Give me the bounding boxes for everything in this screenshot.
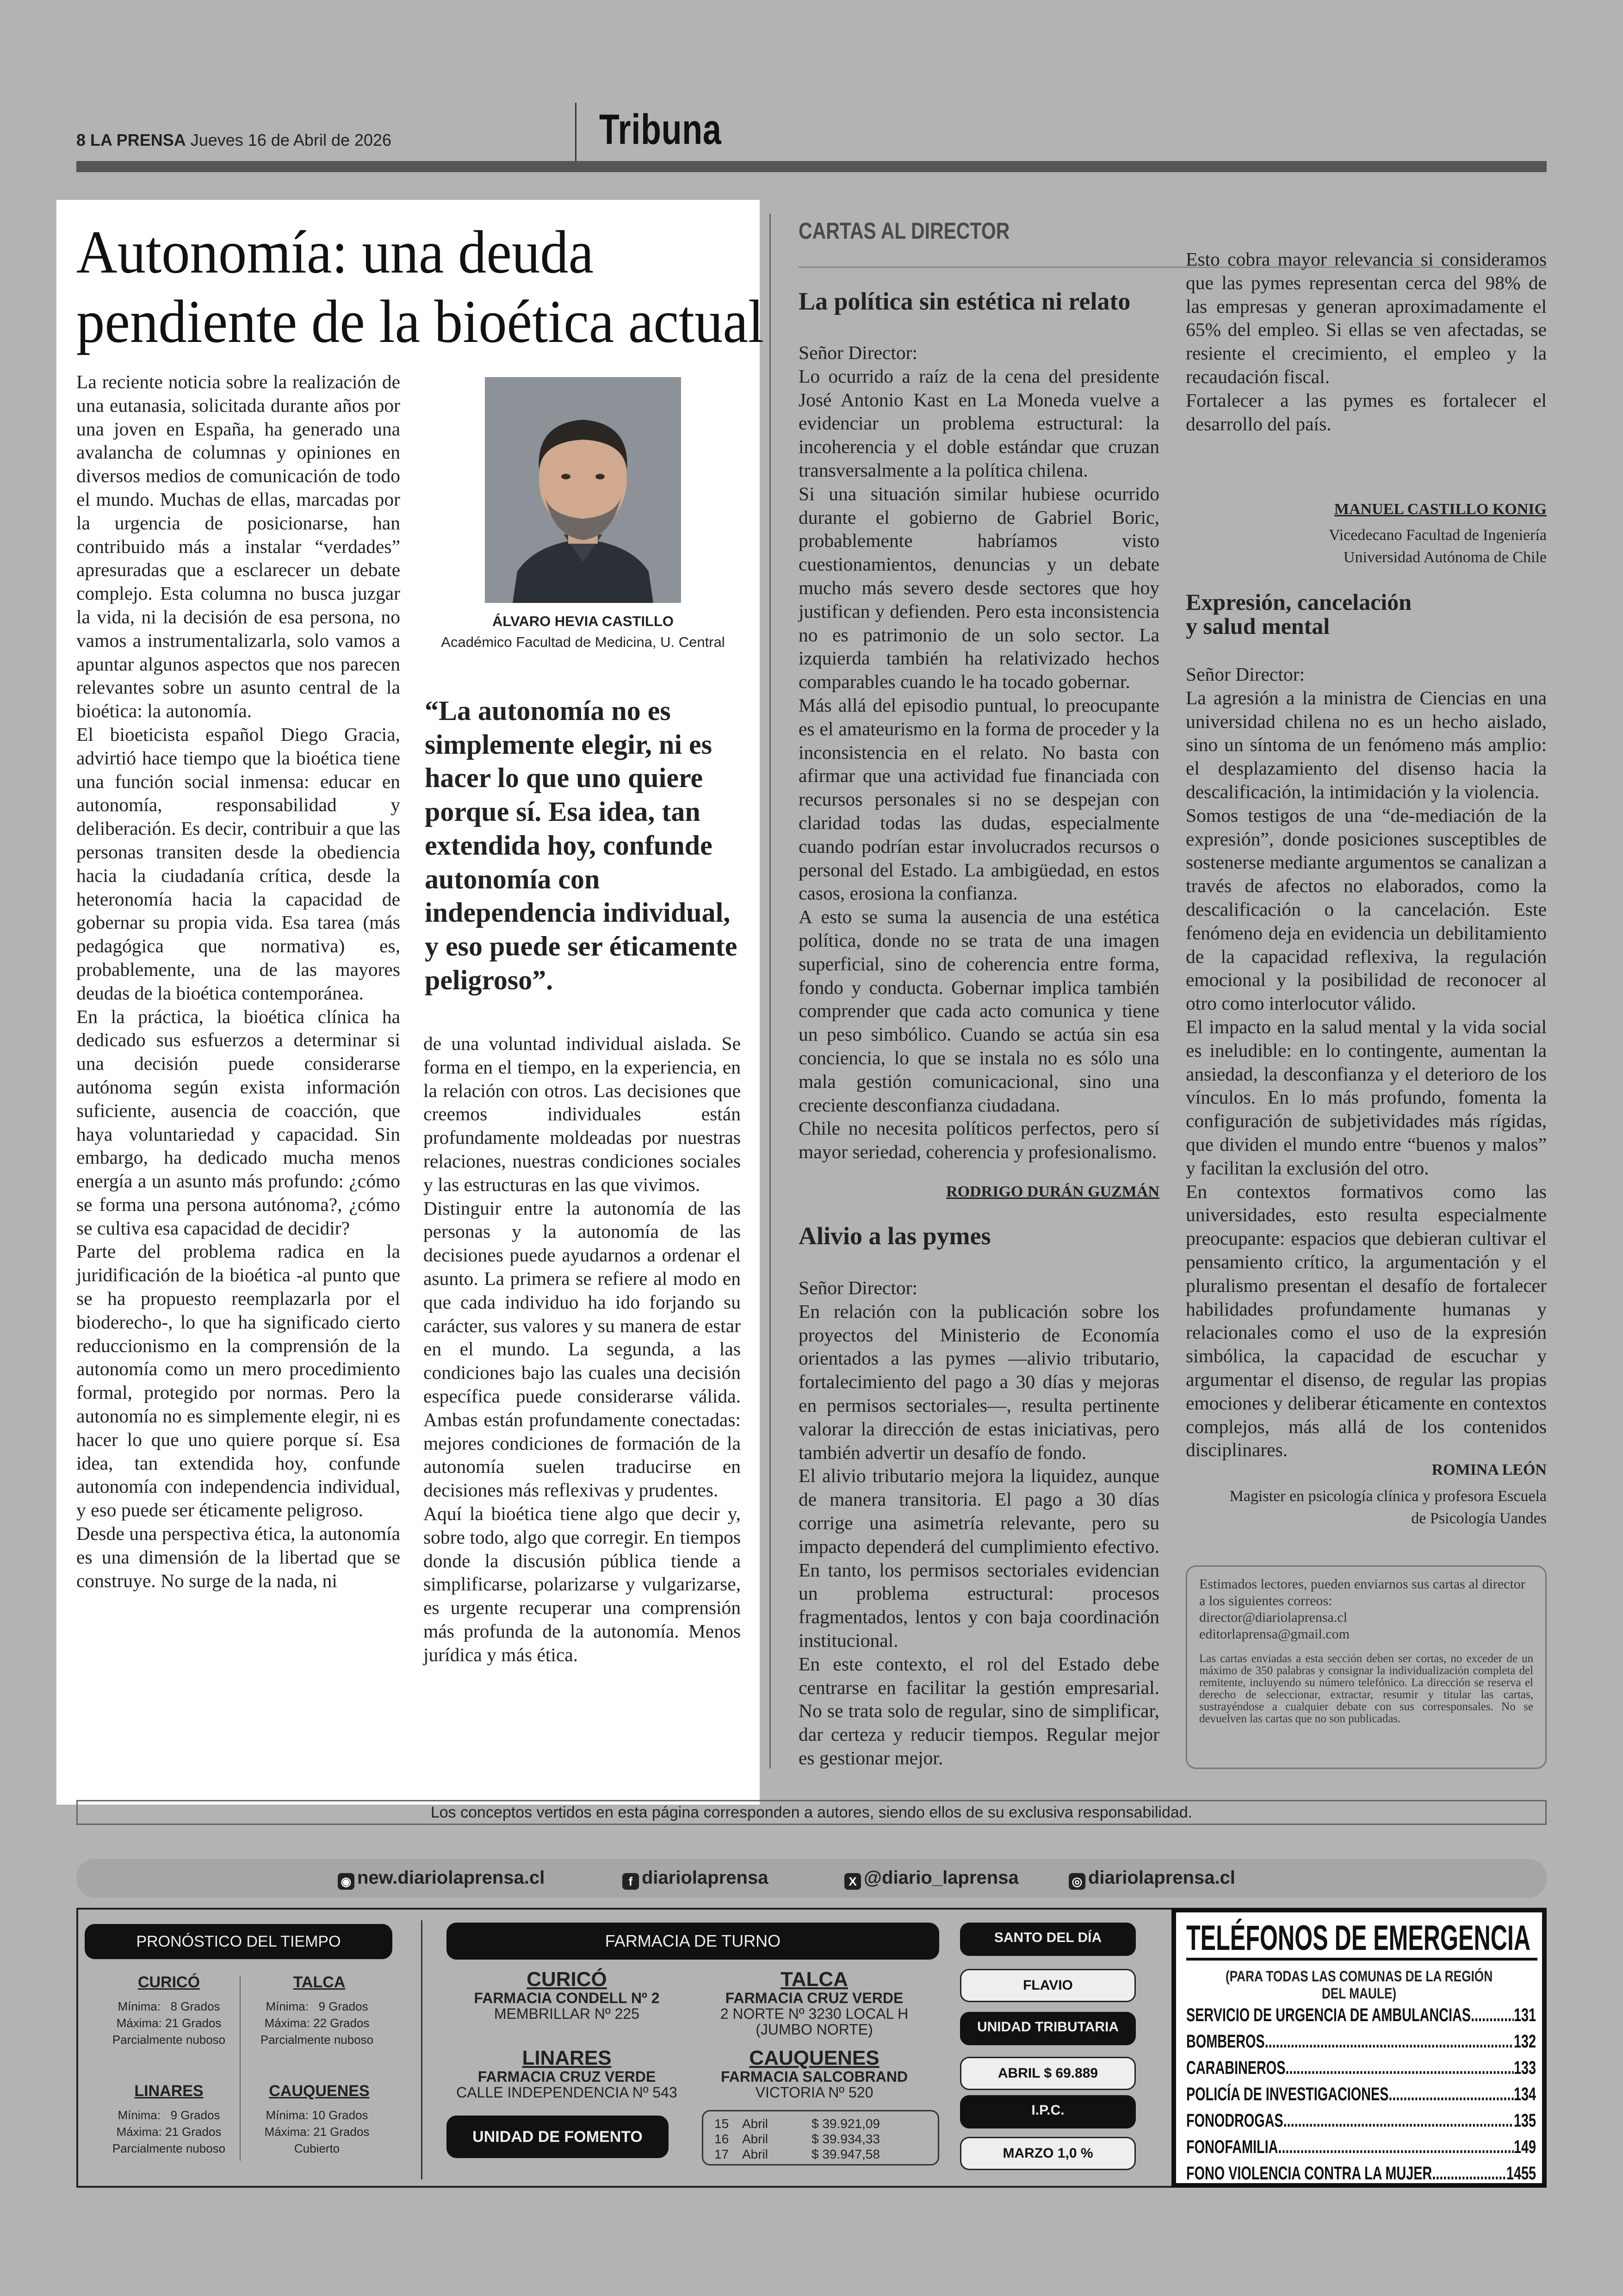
emergency-subtitle: (PARA TODAS LAS COMUNAS DE LA REGIÓN DEL MAULE) — [1225, 1968, 1493, 2002]
letter-2-signature: MANUEL CASTILLO KONIG — [1334, 501, 1547, 518]
letter-3-affiliation — [1186, 1485, 1547, 1530]
social-web[interactable] — [338, 1868, 545, 1890]
section-title: Tribuna — [599, 106, 722, 153]
page-number: 8 — [76, 130, 86, 149]
pharmacy-city: CAUQUENES — [749, 2047, 880, 2069]
letter-1-body — [799, 341, 1159, 1164]
paragraph: A esto se suma la ausencia de una estética política, donde no se trata de una imagen superficial, sino de coherencia entre forma, fondo y conducta. Gobernar implica también comprender que cada acto comunica y tiene un peso simbólico. Cuando se actúa sin esa conciencia, lo que se instala no es sólo una mala gestión comunicacional, sino una creciente desconfianza ciudadana. — [799, 906, 1159, 1116]
table-row — [714, 2116, 927, 2131]
social-x[interactable] — [844, 1868, 1019, 1890]
pharmacy-address: 2 NORTE Nº 3230 LOCAL H — [720, 2005, 909, 2022]
utm-label: UNIDAD TRIBUTARIA — [960, 2012, 1136, 2045]
dot-leader — [1432, 2160, 1506, 2187]
weather-city: LINARES — [134, 2082, 204, 2100]
santo-value: FLAVIO — [960, 1969, 1136, 2002]
disclaimer: Los conceptos vertidos en esta página corresponden a autores, siendo ellos de su exclusiva responsabilidad. — [76, 1800, 1547, 1825]
weather-condition: Parcialmente nuboso — [260, 2033, 374, 2047]
paragraph: Señor Director: — [799, 1277, 917, 1298]
pharmacy-address: VICTORIA Nº 520 — [755, 2084, 873, 2101]
social-instagram-label: diariolaprensa.cl — [1088, 1868, 1235, 1888]
paragraph: En relación con la publicación sobre los proyectos del Ministerio de Economía orientados a las pymes —alivio tributario, fortalecimiento del pago a 30 días y mejoras en permisos sectoriales—, resulta pertinente valorar la dirección de estas iniciativas, pero también advertir un desafío de fondo. — [799, 1300, 1159, 1463]
emergency-row — [1186, 2081, 1536, 2108]
emergency-label: FONOFAMILIA — [1186, 2137, 1278, 2157]
letter-3-signature: ROMINA LEÓN — [1431, 1461, 1547, 1478]
paragraph: Esto cobra mayor relevancia si consideramos que las pymes representan cerca del 98% de las empresas y generan aproximadamente el 65% del empleo. Si ellas se ven afectadas, se resiente el crecimiento, el empleo y la recaudación fiscal. — [1186, 248, 1547, 387]
ipc-label: I.P.C. — [960, 2095, 1136, 2128]
affiliation-line: Universidad Autónoma de Chile — [1343, 549, 1547, 566]
pull-quote: “La autonomía no es simplemente elegir, ni es hacer lo que uno quiere porque sí. Esa idea, tan extendida hoy, confunde autonomía con independencia individual, y eso puede ser éticamente peligroso”. — [425, 695, 737, 995]
letter-3-body — [1186, 663, 1547, 1462]
emergency-number[interactable]: 131 — [1513, 2005, 1536, 2025]
ipc-value: MARZO 1,0 % — [960, 2137, 1136, 2170]
dot-leader — [1285, 2055, 1514, 2081]
pharmacy-city: CURICÓ — [527, 1968, 607, 1991]
section-divider — [421, 1920, 422, 2179]
pharmacy-address: MEMBRILLAR Nº 225 — [494, 2005, 639, 2022]
dot-leader — [1283, 2108, 1514, 2134]
emergency-row — [1186, 2160, 1536, 2187]
letters-heading: CARTAS AL DIRECTOR — [799, 218, 1010, 244]
letter-2-affiliation — [1186, 524, 1547, 569]
emergency-row — [1186, 2108, 1536, 2134]
article-title — [76, 217, 764, 356]
weather-details — [257, 1998, 377, 2048]
letter-3-title-line: y salud mental — [1186, 613, 1330, 639]
uf-value: $ 39.947,58 — [812, 2147, 880, 2161]
uf-value: $ 39.921,09 — [812, 2116, 880, 2131]
paragraph: El bioeticista español Diego Gracia, advirtió hace tiempo que la bioética tiene una función social inmensa: educar en autonomía, responsabilidad y deliberación. Es decir, contribuir a que las personas transiten desde la obediencia hacia la ciudadanía crítica, desde la heteronomía hacia la capacidad de gobernar su propia vida. Esa tarea (más pedagógica que normativa) es, probablemente, una de las mayores deudas de la bioética contemporánea. — [76, 723, 400, 1004]
weather-city: TALCA — [293, 1973, 346, 1991]
paragraph: Fortalecer a las pymes es fortalecer el desarrollo del país. — [1186, 389, 1547, 434]
letter-3-title-line: Expresión, cancelación — [1186, 589, 1412, 615]
fomento-table — [702, 2110, 939, 2166]
weather-min: Mínima: 8 Grados — [118, 1999, 220, 2013]
uf-month: Abril — [742, 2116, 768, 2131]
uf-day: 16 — [714, 2132, 729, 2146]
paragraph: Somos testigos de una “de-mediación de la expresión”, donde posiciones susceptibles de sostenerse mediante argumentos se canalizan a través de afectos no elaborados, como la descalificación o la cancelación. Este fenómeno deja en evidencia un debilitamiento de la capacidad reflexiva, la regulación emocional y la posibilidad de reconocer al otro como interlocutor válido. — [1186, 804, 1547, 1014]
weather-details — [109, 2107, 229, 2157]
pharmacy-entry — [446, 2048, 687, 2100]
weather-max: Máxima: 22 Grados — [264, 2016, 370, 2030]
dot-leader — [1471, 2002, 1514, 2029]
paragraph: El impacto en la salud mental y la vida social es ineludible: en lo contingente, aumentan la ansiedad, la desconfianza y el deterioro de los vínculos. En lo más profundo, fomenta la configuración de subjetividades más rígidas, que dividen el mundo entre “buenos y malos” y facilitan la exclusión del otro. — [1186, 1016, 1547, 1179]
notice-intro: Estimados lectores, pueden enviarnos sus cartas al director a los siguientes correos: — [1199, 1576, 1525, 1608]
page-header — [76, 130, 391, 150]
author-name: ÁLVARO HEVIA CASTILLO — [492, 613, 674, 629]
globe-icon: ◉ — [338, 1873, 354, 1890]
emergency-label: FONODROGAS — [1186, 2110, 1283, 2131]
weather-details — [257, 2107, 377, 2157]
facebook-icon: f — [622, 1873, 639, 1890]
santo-label: SANTO DEL DÍA — [960, 1923, 1136, 1956]
emergency-number[interactable]: 134 — [1513, 2084, 1536, 2104]
fomento-label: UNIDAD DE FOMENTO — [446, 2116, 669, 2158]
notice-email-editor[interactable]: editorlaprensa@gmail.com — [1199, 1626, 1350, 1642]
paragraph: Distinguir entre la autonomía de las personas y la autonomía de las decisiones puede ayudarnos a ordenar el asunto. La primera se refiere al modo en que cada individuo ha ido forjando su carácter, sus valores y su manera de estar en el mundo. La segunda, a las condiciones bajo las cuales una decisión específica puede considerarse válida. Ambas están profundamente conectadas: mejores condiciones de formación de la autonomía suelen traducirse en decisiones más reflexivas y prudentes. — [423, 1197, 741, 1501]
paper-name: LA PRENSA — [90, 130, 186, 149]
paragraph: Más allá del episodio puntual, lo preocupante es el amateurismo en la forma de proceder y la inconsistencia en el relato. No basta con afirmar que una actividad fue financiada con recursos personales si no se despejan con claridad todas las dudas, especialmente cuando podrían estar involucrados recursos o personal del Estado. La ambigüedad, en estos casos, erosiona la confianza. — [799, 694, 1159, 904]
x-icon: X — [844, 1873, 861, 1890]
weather-divider — [240, 1976, 241, 2161]
header-divider — [575, 103, 576, 162]
emergency-label: FONO VIOLENCIA CONTRA LA MUJER — [1186, 2163, 1432, 2184]
article-column-2 — [423, 1032, 741, 1667]
paragraph: Si una situación similar hubiese ocurrido durante el gobierno de Gabriel Boric, probablemente habríamos visto cuestionamientos, denuncias y un debate mucho más severo desde sectores que hoy justifican y defienden. Pero esta inconsistencia no es patrimonio de un solo sector. La izquierda también ha relativizado hechos comparables cuando le ha tocado gobernar. — [799, 483, 1159, 693]
author-photo — [485, 377, 681, 603]
social-facebook[interactable] — [622, 1868, 768, 1890]
weather-city: CAUQUENES — [269, 2082, 370, 2100]
letters-notice-box — [1186, 1565, 1547, 1769]
emergency-number[interactable]: 133 — [1513, 2058, 1536, 2078]
letter-2-title: Alivio a las pymes — [799, 1222, 991, 1250]
weather-max: Máxima: 21 Grados — [264, 2125, 370, 2139]
instagram-icon: ◎ — [1069, 1873, 1085, 1890]
emergency-row — [1186, 2029, 1536, 2055]
pharmacy-name: FARMACIA CRUZ VERDE — [477, 2068, 656, 2085]
emergency-label: POLICÍA DE INVESTIGACIONES — [1186, 2084, 1389, 2104]
emergency-label: BOMBEROS — [1186, 2031, 1265, 2052]
emergency-number[interactable]: 132 — [1513, 2031, 1536, 2052]
paragraph: La reciente noticia sobre la realización de una eutanasia, solicitada durante años por una joven en España, ha generado una avalancha de columnas y opiniones en diversos medios de comunicación de todo el mundo. Muchas de ellas, marcadas por la urgencia de posicionarse, han contribuido más a instalar “verdades” apresuradas que a esclarecer un debate complejo. Esta columna no busca juzgar la vida, ni la decisión de esa persona, no vamos a instrumentalizarla, solo vamos a apuntar algunos aspectos que nos parecen relevantes sobre un asunto central de la bioética: la autonomía. — [76, 371, 400, 722]
weather-min: Mínima: 10 Grados — [266, 2108, 368, 2122]
uf-month: Abril — [742, 2132, 768, 2146]
dot-leader — [1265, 2029, 1514, 2055]
issue-date: Jueves 16 de Abril de 2026 — [190, 130, 392, 149]
paragraph: En la práctica, la bioética clínica ha dedicado sus esfuerzos a determinar si una decisión puede considerarse autónoma según exista información suficiente, ausencia de coacción, que haya voluntariedad y capacidad. Sin embargo, ha dedicado mucha menos energía a un asunto más profundo: ¿cómo se forma una persona autónoma?, ¿cómo se cultiva esa capacidad de decidir? — [76, 1005, 400, 1239]
letter-3-title — [1186, 590, 1412, 638]
emergency-title: TELÉFONOS DE EMERGENCIA — [1186, 1919, 1537, 1961]
letter-1-title: La política sin estética ni relato — [799, 287, 1131, 315]
paragraph: La agresión a la ministra de Ciencias en una universidad chilena no es un hecho aislado, sino un síntoma de un fenómeno más amplio: el desplazamiento del disenso hacia la descalificación, la intimidación y la violencia. — [1186, 687, 1547, 802]
paragraph: de una voluntad individual aislada. Se forma en el tiempo, en la experiencia, en la relación con otros. Las decisiones que creemos individuales están profundamente moldeadas por nuestras relaciones, nuestras condiciones sociales y las estructuras en las que vivimos. — [423, 1033, 741, 1195]
social-facebook-label: diariolaprensa — [642, 1868, 768, 1888]
emergency-label: SERVICIO DE URGENCIA DE AMBULANCIAS — [1186, 2005, 1471, 2025]
pharmacy-city: TALCA — [781, 1968, 848, 1991]
author-role: Académico Facultad de Medicina, U. Central — [441, 634, 725, 650]
paragraph: Aquí la bioética tiene algo que decir y, sobre todo, algo que corregir. En tiempos donde la discusión pública tiende a simplificarse, polarizarse y vulgarizarse, es urgente recuperar una comprensión más profunda de la autonomía. Menos jurídica y más ética. — [423, 1502, 741, 1665]
paragraph: En contextos formativos como las universidades, esto resulta especialmente preocupante: espacios que debieran cultivar el pensamiento crítico, la argumentación y el pluralismo presentan el desafío de fortalecer habilidades profundamente humanas y relacionales como el uso de la expresión simbólica, la capacidad de escuchar y argumentar el disenso, de regular las propias emociones y deliberar éticamente en contextos complejos, más allá de los contenidos disciplinares. — [1186, 1180, 1547, 1461]
weather-condition: Parcialmente nuboso — [112, 2033, 226, 2047]
weather-min: Mínima: 9 Grados — [266, 1999, 368, 2013]
emergency-row — [1186, 2002, 1536, 2029]
affiliation-line: Vicedecano Facultad de Ingeniería — [1329, 527, 1547, 544]
emergency-label: CARABINEROS — [1186, 2058, 1286, 2078]
article-title-line-2: pendiente de la bioética actual — [76, 287, 764, 355]
pharmacy-name: FARMACIA CRUZ VERDE — [725, 1990, 904, 2006]
weather-max: Máxima: 21 Grados — [116, 2016, 222, 2030]
column-divider — [769, 214, 771, 1769]
dot-leader — [1388, 2081, 1514, 2108]
letter-1-signature: RODRIGO DURÁN GUZMÁN — [946, 1183, 1159, 1200]
letter-2-continuation — [1186, 248, 1547, 435]
social-x-label: @diario_laprensa — [864, 1868, 1019, 1888]
uf-day: 15 — [714, 2116, 729, 2131]
social-instagram[interactable] — [1069, 1868, 1235, 1890]
paragraph: Señor Director: — [1186, 664, 1305, 685]
pharmacy-entry — [694, 1969, 935, 2037]
affiliation-line: Magister en psicología clínica y profesora Escuela — [1229, 1488, 1547, 1505]
header-rule — [76, 161, 1547, 172]
weather-min: Mínima: 9 Grados — [118, 2108, 220, 2122]
uf-month: Abril — [742, 2147, 768, 2161]
weather-details — [109, 1998, 229, 2048]
pharmacy-address-note: (JUMBO NORTE) — [756, 2021, 873, 2038]
social-bar — [76, 1859, 1547, 1898]
article-column-1 — [76, 370, 400, 1592]
emergency-row — [1186, 2134, 1536, 2160]
letter-2-body — [799, 1276, 1159, 1770]
paragraph: Señor Director: — [799, 342, 917, 363]
pharmacy-name: FARMACIA SALCOBRAND — [720, 2068, 908, 2085]
table-row — [714, 2147, 927, 2162]
social-web-label: new.diariolaprensa.cl — [357, 1868, 545, 1888]
weather-title: PRONÓSTICO DEL TIEMPO — [85, 1924, 392, 1959]
author-portrait-icon — [485, 377, 681, 603]
weather-condition: Cubierto — [294, 2141, 340, 2155]
paragraph: Lo ocurrido a raíz de la cena del presidente José Antonio Kast en La Moneda vuelve a evidenciar un problema estructural: la incoherencia y el doble estándar que cruzan transversalmente a la política chilena. — [799, 365, 1159, 481]
pharmacy-entry — [446, 1969, 687, 2022]
emergency-number[interactable]: 1455 — [1506, 2163, 1536, 2184]
paragraph: Desde una perspectiva ética, la autonomía es una dimensión de la libertad que se construye. No surge de la nada, ni — [76, 1523, 400, 1591]
pharmacy-city: LINARES — [522, 2047, 612, 2069]
notice-email-director[interactable]: director@diariolaprensa.cl — [1199, 1610, 1347, 1625]
pharmacy-address: CALLE INDEPENDENCIA Nº 543 — [456, 2084, 677, 2101]
emergency-number[interactable]: 135 — [1513, 2110, 1536, 2131]
utm-value: ABRIL $ 69.889 — [960, 2057, 1136, 2090]
dot-leader — [1278, 2134, 1514, 2160]
uf-day: 17 — [714, 2147, 729, 2161]
emergency-row — [1186, 2055, 1536, 2081]
paragraph: El alivio tributario mejora la liquidez, aunque de manera transitoria. El pago a 30 días corrige una asimetría relevante, pero su impacto dependerá del cumplimiento efectivo. En tanto, los permisos sectoriales evidencian un problema estructural: procesos fragmentados, lentos y con baja coordinación institucional. — [799, 1465, 1159, 1651]
weather-city: CURICÓ — [137, 1973, 200, 1991]
paragraph: Chile no necesita políticos perfectos, pero sí mayor seriedad, coherencia y profesionalismo. — [799, 1117, 1159, 1163]
uf-value: $ 39.934,33 — [812, 2132, 880, 2146]
paragraph: Parte del problema radica en la juridificación de la bioética -al punto que se ha propuesto reemplazarla por el bioderecho-, lo que ha significado cierto reduccionismo en la comprensión de la autonomía como un mero procedimiento formal, protegido por normas. Pero la autonomía no es simplemente elegir, ni es hacer lo que uno quiere porque sí. Esa idea, tan extendida hoy, confunde autonomía con independencia individual, y eso puede ser éticamente peligroso. — [76, 1241, 400, 1521]
table-row — [714, 2131, 927, 2147]
affiliation-line: de Psicología Uandes — [1411, 1510, 1547, 1527]
pharmacy-title: FARMACIA DE TURNO — [446, 1923, 939, 1960]
pharmacy-name: FARMACIA CONDELL Nº 2 — [474, 1990, 660, 2006]
notice-rules: Las cartas enviadas a esta sección deben ser cortas, no exceder de un máximo de 350 palabras y consignar la individualización completa del remitente, incluyendo su número telefónico. La dirección se reserva el derecho de seleccionar, extractar, resumir y titular las cartas, sustrayéndose a cualquier debate con sus corresponsales. No se devuelven las cartas que no son publicadas. — [1199, 1652, 1533, 1725]
emergency-number[interactable]: 149 — [1513, 2137, 1536, 2157]
emergency-box — [1171, 1908, 1547, 2188]
weather-condition: Parcialmente nuboso — [112, 2141, 226, 2155]
article-title-line-1: Autonomía: una deuda — [76, 218, 594, 286]
paragraph: En este contexto, el rol del Estado debe centrarse en facilitar la gestión empresarial. No se trata solo de regular, sino de simplificar, dar certeza y reducir tiempos. Regular mejor es gestionar mejor. — [799, 1653, 1159, 1769]
weather-max: Máxima: 21 Grados — [116, 2125, 222, 2139]
pharmacy-entry — [694, 2048, 935, 2100]
